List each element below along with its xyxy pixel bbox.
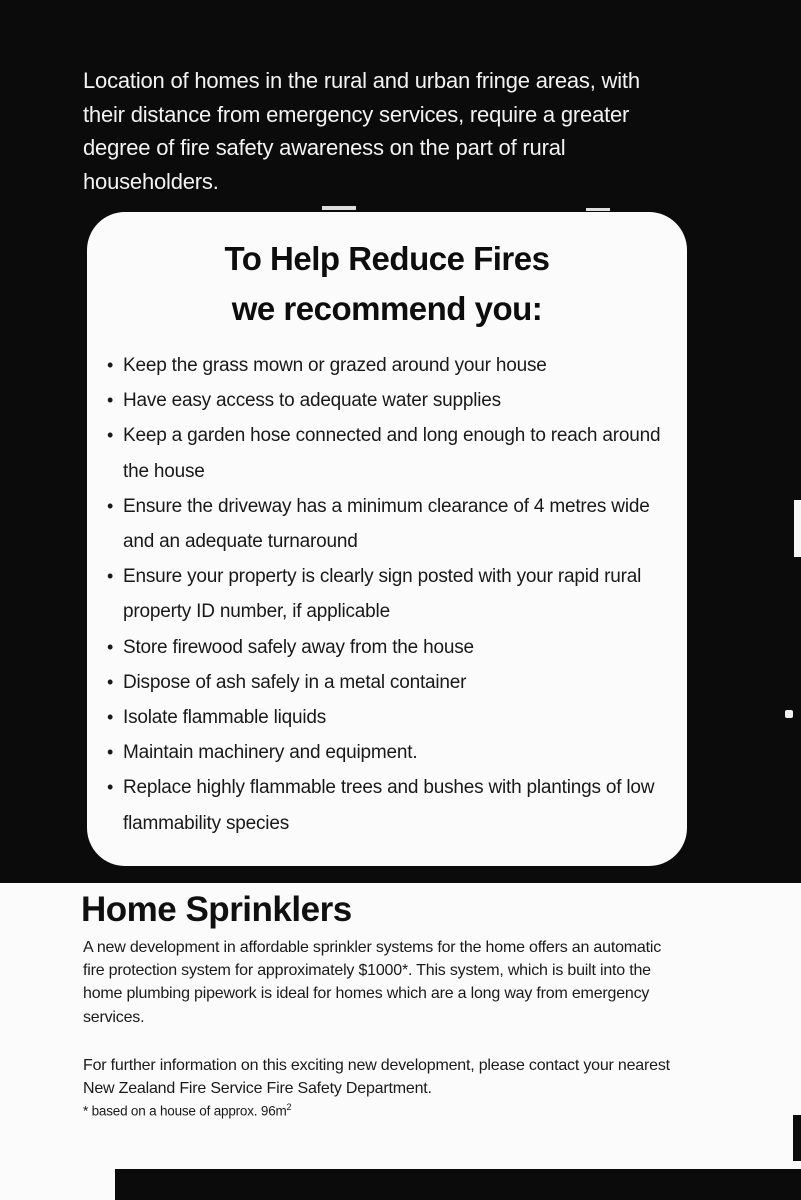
- scan-artifact: [785, 710, 793, 718]
- bottom-black-bar: [115, 1169, 801, 1200]
- panel-title-line-1: To Help Reduce Fires: [224, 240, 550, 277]
- recommendation-text: Have easy access to adequate water supplies: [123, 390, 501, 412]
- panel-title-line-2: we recommend you:: [231, 290, 543, 327]
- recommendation-item: [107, 418, 667, 488]
- recommendation-item: [107, 735, 667, 770]
- recommendation-text: Ensure the driveway has a minimum clearance of 4 metres wide and an adequate turnaround: [123, 495, 650, 553]
- recommendation-text: Ensure your property is clearly sign posted with your rapid rural property ID number, if applicable: [123, 566, 642, 623]
- footnote-text: * based on a house of approx. 96m: [83, 1103, 287, 1119]
- recommendation-text: Replace highly flammable trees and bushes with plantings of low flammability species: [123, 777, 655, 834]
- scan-artifact: [586, 208, 610, 211]
- intro-paragraph: Location of homes in the rural and urban fringe areas, with their distance from emergency services, require a greater degree of fire safety awareness on the part of rural householders.: [83, 68, 640, 194]
- scan-artifact: [322, 206, 356, 210]
- home-sprinklers-paragraph-2: For further information on this exciting new development, please contact your nearest New Zealand Fire Service Fire Safety Department.: [83, 1057, 670, 1098]
- footnote-superscript: 2: [286, 1102, 292, 1112]
- recommendation-item: [107, 489, 667, 559]
- scan-artifact: [794, 500, 801, 557]
- recommendations-panel: [87, 212, 687, 866]
- panel-title: [87, 212, 687, 334]
- recommendation-text: Isolate flammable liquids: [123, 707, 327, 729]
- recommendation-text: Keep a garden hose connected and long enough to reach around the house: [123, 425, 661, 482]
- recommendation-item: [107, 770, 667, 840]
- recommendation-text: Keep the grass mown or grazed around your house: [123, 355, 547, 376]
- home-sprinklers-paragraph-1: A new development in affordable sprinkler systems for the home offers an automatic fire protection system for approximately $1000*. This system, which is built into the home plumbing pipework is ideal for homes which are a long way from emergency services.: [83, 939, 661, 1026]
- scan-artifact: [793, 1115, 801, 1161]
- recommendation-item: [107, 630, 667, 665]
- recommendation-text: Dispose of ash safely in a metal container: [123, 671, 467, 693]
- recommendation-item: [107, 383, 667, 418]
- recommendation-item: [107, 700, 667, 735]
- recommendation-item: [107, 559, 667, 629]
- footnote: [83, 1102, 291, 1119]
- recommendations-list: [107, 348, 667, 841]
- recommendation-text: Maintain machinery and equipment.: [123, 742, 418, 764]
- recommendation-text: Store firewood safely away from the house: [123, 636, 474, 658]
- recommendation-item: [107, 348, 667, 383]
- home-sprinklers-heading: Home Sprinklers: [81, 890, 352, 929]
- recommendation-item: [107, 665, 667, 700]
